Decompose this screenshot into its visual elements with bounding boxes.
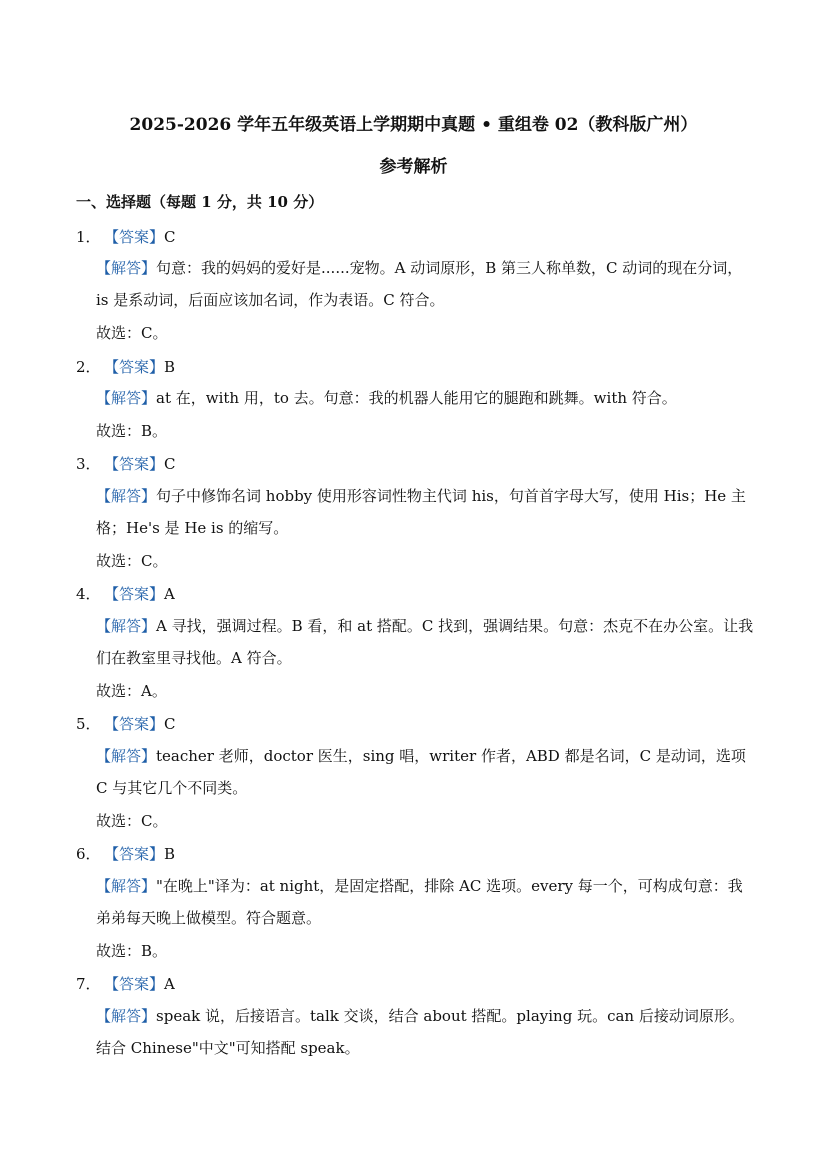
analysis-tag: 【解答】 <box>96 747 157 765</box>
analysis-body: teacher 老师，doctor 医生，sing 唱，writer 作者，ABD 都是名词，C 是动词，选项 C 与其它几个不同类。 <box>96 747 746 797</box>
answer-line <box>76 974 175 994</box>
analysis-body: at 在，with 用，to 去。句意：我的机器人能用它的腿跑和跳舞。with 符合。 <box>156 389 677 407</box>
analysis-text <box>96 382 754 414</box>
answer-value: B <box>164 845 176 863</box>
answer-line <box>76 227 176 247</box>
answer-line <box>76 714 176 734</box>
analysis-tag: 【解答】 <box>96 617 157 635</box>
analysis-tag: 【解答】 <box>96 1007 157 1025</box>
conclusion-text: 故选：C。 <box>96 552 168 570</box>
analysis-body: 句子中修饰名词 hobby 使用形容词性物主代词 his，句首首字母大写，使用 His；He 主格；He's 是 He is 的缩写。 <box>96 487 746 537</box>
analysis-text <box>96 252 754 316</box>
answer-tag: 【答案】 <box>104 358 165 376</box>
analysis-text <box>96 480 754 544</box>
analysis-body: A 寻找，强调过程。B 看，和 at 搭配。C 找到，强调结果。句意：杰克不在办公室。让我们在教室里寻找他。A 符合。 <box>96 617 754 667</box>
conclusion-text: 故选：C。 <box>96 812 168 830</box>
answer-value: C <box>164 455 176 473</box>
analysis-body: 句意：我的妈妈的爱好是......宠物。A 动词原形，B 第三人称单数，C 动词的现在分词，is 是系动词，后面应该加名词，作为表语。C 符合。 <box>96 259 743 309</box>
answer-tag: 【答案】 <box>104 455 165 473</box>
answer-value: B <box>164 358 176 376</box>
conclusion-text: 故选：B。 <box>96 422 168 440</box>
document-subtitle: 参考解析 <box>379 157 448 177</box>
analysis-text <box>96 610 754 674</box>
answer-line <box>76 357 175 377</box>
conclusion-text: 故选：A。 <box>96 682 167 700</box>
question-number: 5． <box>76 715 101 733</box>
question-number: 2． <box>76 358 101 376</box>
question-number: 4． <box>76 585 101 603</box>
analysis-text <box>96 740 754 804</box>
analysis-text <box>96 870 754 934</box>
answer-value: C <box>164 715 176 733</box>
question-number: 6． <box>76 845 101 863</box>
answer-value: A <box>164 975 175 993</box>
answer-value: C <box>164 228 176 246</box>
analysis-tag: 【解答】 <box>96 487 157 505</box>
analysis-text <box>96 1000 754 1064</box>
analysis-tag: 【解答】 <box>96 389 157 407</box>
conclusion-text: 故选：B。 <box>96 942 168 960</box>
question-number: 3． <box>76 455 101 473</box>
answer-tag: 【答案】 <box>104 585 165 603</box>
conclusion-text: 故选：C。 <box>96 324 168 342</box>
answer-tag: 【答案】 <box>104 845 165 863</box>
answer-line <box>76 454 176 474</box>
analysis-tag: 【解答】 <box>96 877 157 895</box>
answer-line <box>76 844 175 864</box>
answer-line <box>76 584 175 604</box>
document-title: 2025-2026 学年五年级英语上学期期中真题 • 重组卷 02（教科版广州） <box>129 115 698 135</box>
analysis-body: speak 说，后接语言。talk 交谈，结合 about 搭配。playing 玩。can 后接动词原形。结合 Chinese"中文"可知搭配 speak。 <box>96 1007 744 1057</box>
answer-value: A <box>164 585 175 603</box>
analysis-body: "在晚上"译为：at night，是固定搭配，排除 AC 选项。every 每一个，可构成句意：我弟弟每天晚上做模型。符合题意。 <box>96 877 743 927</box>
question-number: 7． <box>76 975 101 993</box>
answer-tag: 【答案】 <box>104 715 165 733</box>
answer-tag: 【答案】 <box>104 228 165 246</box>
analysis-tag: 【解答】 <box>96 259 157 277</box>
section-heading: 一、选择题（每题 1 分，共 10 分） <box>76 193 324 211</box>
question-number: 1． <box>76 228 101 246</box>
answer-tag: 【答案】 <box>104 975 165 993</box>
